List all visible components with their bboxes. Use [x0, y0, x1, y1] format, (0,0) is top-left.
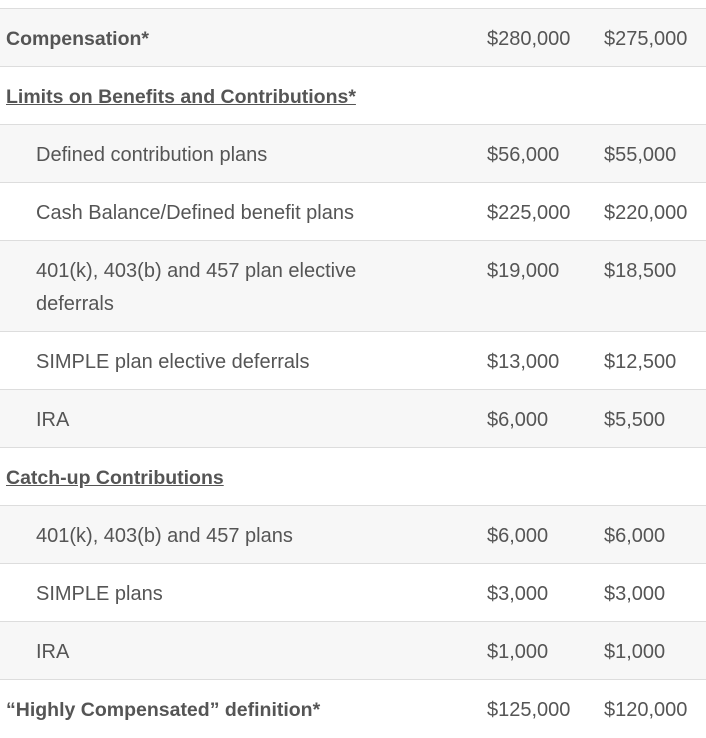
- table-row: [0, 506, 706, 564]
- row-label: Defined contribution plans: [36, 144, 268, 166]
- row-label: 401(k), 403(b) and 457 plans: [36, 525, 293, 547]
- value-current-year: $6,000: [487, 525, 549, 547]
- value-current-year: $6,000: [487, 409, 549, 431]
- value-current-year: $1,000: [487, 641, 549, 663]
- value-current-year: $280,000: [487, 28, 571, 50]
- table-row-compensation: [0, 9, 706, 67]
- section-title[interactable]: Catch-up Contributions: [6, 467, 224, 489]
- table-row: [0, 183, 706, 241]
- value-prior-year: $18,500: [604, 260, 677, 282]
- value-current-year: $3,000: [487, 583, 549, 605]
- value-current-year: $56,000: [487, 144, 560, 166]
- table-row-highly-compensated: [0, 680, 706, 738]
- value-current-year: $125,000: [487, 699, 571, 721]
- value-prior-year: $12,500: [604, 351, 677, 373]
- section-title[interactable]: Limits on Benefits and Contributions*: [6, 86, 356, 108]
- row-label: IRA: [36, 641, 70, 663]
- row-label: IRA: [36, 409, 70, 431]
- value-prior-year: $6,000: [604, 525, 666, 547]
- row-label: Cash Balance/Defined benefit plans: [36, 202, 354, 224]
- value-prior-year: $1,000: [604, 641, 666, 663]
- table-row: [0, 564, 706, 622]
- row-label: Compensation*: [6, 28, 150, 50]
- section-header-limits: [0, 67, 706, 125]
- value-prior-year: $275,000: [604, 28, 688, 50]
- row-label: 401(k), 403(b) and 457 plan elective deferrals: [36, 260, 357, 315]
- row-label: “Highly Compensated” definition*: [6, 699, 321, 721]
- value-prior-year: $5,500: [604, 409, 666, 431]
- value-prior-year: $120,000: [604, 699, 688, 721]
- table-row: [0, 390, 706, 448]
- table-row: [0, 241, 706, 332]
- value-current-year: $13,000: [487, 351, 560, 373]
- value-prior-year: $220,000: [604, 202, 688, 224]
- value-current-year: $225,000: [487, 202, 571, 224]
- row-label: SIMPLE plans: [36, 583, 163, 605]
- value-prior-year: $55,000: [604, 144, 677, 166]
- table-row: [0, 622, 706, 680]
- value-prior-year: $3,000: [604, 583, 666, 605]
- row-label: SIMPLE plan elective deferrals: [36, 351, 310, 373]
- table-row: [0, 125, 706, 183]
- table-row: [0, 332, 706, 390]
- section-header-catch-up: [0, 448, 706, 506]
- value-current-year: $19,000: [487, 260, 560, 282]
- contribution-limits-table: [0, 8, 706, 738]
